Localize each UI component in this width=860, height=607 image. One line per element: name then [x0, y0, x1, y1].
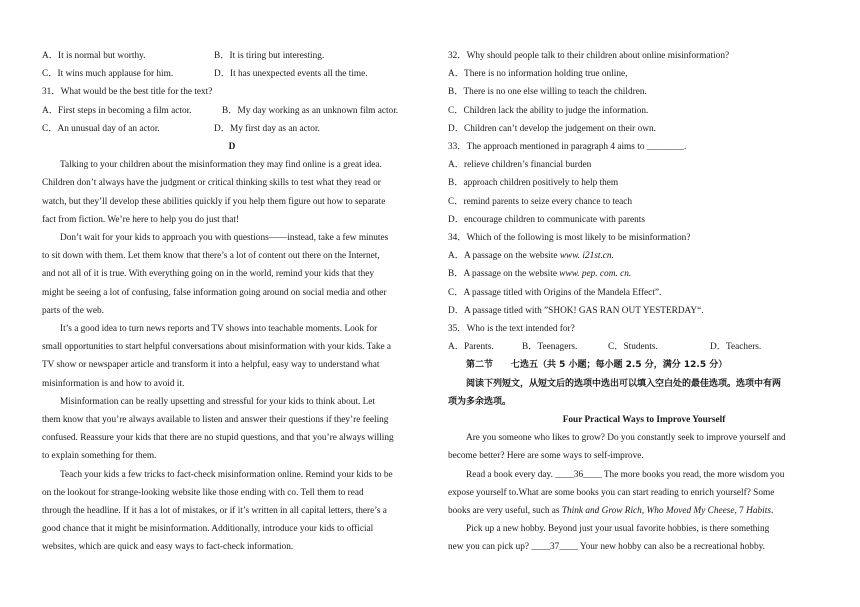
passage-line: Teach your kids a few tricks to fact-check misinformation online. Remind your kids to be [60, 469, 393, 480]
passage-line: through the headline. If it has a lot of mistakes, or if it’s written in all capital letters, there’s a [42, 506, 387, 517]
passage-line: new you can pick up? ____37____ Your new hobby can also be a recreational hobby. [448, 542, 765, 553]
passage-line: Misinformation can be really upsetting and stressful for your kids to think about. Let [60, 396, 375, 407]
passage-line: misinformation is and how to avoid it. [42, 378, 185, 389]
passage-line: confused. Reassure your kids that there are no stupid questions, and that you’re always willing [42, 433, 394, 444]
blank-36: ____36____ [555, 469, 602, 480]
passage-title: Four Practical Ways to Improve Yourself [562, 415, 726, 426]
book-title: Who Moved My Cheese [646, 506, 735, 517]
instruction-line: 阅读下列短文，从短文后的选项中选出可以填入空白处的最佳选项。选项中有两 [466, 378, 782, 389]
q32-option-a: A．There is no information holding true online, [448, 69, 628, 80]
passage-line: become better? Here are some ways to self-improve. [448, 451, 644, 462]
section-heading: D [228, 142, 236, 153]
q34-site-b: www. pep. com. cn. [559, 269, 632, 280]
q33-option-a: A．relieve children’s financial burden [448, 160, 592, 171]
q32-option-d: D．Children can’t develop the judgement on their own. [448, 123, 656, 134]
q35-option-d: D．Teachers. [710, 342, 762, 353]
left-column [42, 47, 422, 557]
q34-site-a: www. i21st.cn. [559, 251, 614, 262]
passage-line: small opportunities to start helpful conversations about misinformation with your kids. Take a [42, 342, 392, 353]
passage-line: them know that you’re always available to listen and answer their questions if they’re feeling [42, 415, 389, 426]
q31-stem: 31．What would be the best title for the text? [42, 87, 213, 98]
q30-option-d: D．It has unexpected events all the time. [214, 69, 368, 80]
passage-line: It’s a good idea to turn news reports and TV shows into teachable moments. Look for [60, 324, 378, 335]
q35-stem: 35．Who is the text intended for? [448, 324, 575, 335]
q33-option-c: C．remind parents to seize every chance to teach [448, 196, 633, 207]
q33-option-d: D．encourage children to communicate with parents [448, 214, 645, 225]
q34-option-c: C．A passage titled with Origins of the Mandela Effect”. [448, 287, 662, 298]
q32-stem: 32．Why should people talk to their children about online misinformation? [448, 51, 730, 61]
q35-option-a: A．Parents. [448, 342, 494, 353]
passage-line: watch, but they’ll develop these abilities quickly if you help them figure out how to separate [42, 196, 386, 207]
book-title: Think and Grow Rich [561, 506, 642, 517]
q35-option-c: C．Students. [608, 342, 658, 353]
passage-line: parts of the web. [42, 305, 104, 316]
passage-line: Pick up a new hobby. Beyond just your usual favorite hobbies, is there something [466, 524, 770, 535]
passage-line: good chance that it might be misinformation. Additionally, introduce your kids to official [42, 524, 374, 535]
book-title: Habits [746, 506, 771, 517]
q30-option-a: A．It is normal but worthy. [42, 51, 146, 61]
q34-option-d: D．A passage titled with ”SHOK! GAS RAN OUT YESTERDAY“. [448, 305, 704, 316]
passage-line: Are you someone who likes to grow? Do you constantly seek to improve yourself and [466, 433, 786, 444]
q30-option-b: B．It is tiring but interesting. [214, 51, 325, 61]
q32-option-c: C．Children lack the ability to judge the information. [448, 105, 649, 116]
blank-37: ____37____ [531, 542, 578, 553]
q34-option-b: B．A passage on the website www. pep. com. cn. [448, 269, 632, 280]
q33-option-b: B．approach children positively to help them [448, 178, 619, 189]
q33-stem: 33．The approach mentioned in paragraph 4 aims to ________. [448, 142, 687, 153]
q31-options-row-2 [42, 120, 422, 138]
passage-line: on the lookout for strange-looking website like those ending with co. Tell them to read [42, 487, 364, 498]
passage-line: books are very useful, such as Think and Grow Rich, Who Moved My Cheese, 7 Habits. [448, 506, 774, 517]
q32-option-b: B．There is no one else willing to teach the children. [448, 87, 647, 98]
passage-line: to explain something for them. [42, 451, 157, 462]
q34-option-a: A．A passage on the website www. i21st.cn. [448, 251, 614, 262]
q31-option-b: B．My day working as an unknown film actor. [222, 105, 399, 116]
passage-line: might be seeing a lot of confusing, false information going around on social media and other [42, 287, 387, 298]
passage-line: fact from fiction. We’re here to help you do just that! [42, 214, 240, 225]
q30-option-c: C．It wins much applause for him. [42, 69, 174, 80]
q34-stem: 34．Which of the following is most likely to be misinformation? [448, 233, 691, 244]
passage-line: to sit down with them. Let them know that there’s a lot of content out there on the Internet, [42, 251, 380, 262]
passage-line: Read a book every day. ____36____ The more books you read, the more wisdom you [466, 469, 785, 480]
q30-options-row-2 [42, 65, 422, 83]
q31-option-a: A．First steps in becoming a film actor. [42, 105, 192, 116]
q30-options-row-1 [42, 47, 422, 65]
passage-line: websites, which are quick and easy ways to fact-check information. [42, 542, 294, 553]
part-two-heading: 第二节 七选五（共 5 小题；每小题 2.5 分，满分 12.5 分） [466, 360, 728, 371]
instruction-line: 项为多余选项。 [448, 396, 512, 407]
passage-line: TV show or newspaper article and transform it into a helpful, easy way to understand what [42, 360, 380, 371]
q35-options [448, 338, 840, 356]
q31-option-d: D．My first day as an actor. [214, 123, 320, 134]
passage-line: and not all of it is true. With everything going on in the world, remind your kids that they [42, 269, 375, 280]
passage-line: Talking to your children about the misinformation they may find online is a great idea. [60, 160, 382, 171]
q31-option-c: C．An unusual day of an actor. [42, 123, 160, 134]
q31-options-row-1 [42, 102, 422, 120]
passage-line: Children don’t always have the judgment or critical thinking skills to test what they read or [42, 178, 381, 189]
passage-line: Don’t wait for your kids to approach you with questions——instead, take a few minutes [60, 233, 389, 244]
q35-option-b: B．Teenagers. [522, 342, 578, 353]
right-column [448, 47, 840, 557]
passage-line: expose yourself to.What are some books you can start reading to enrich yourself? Some [448, 487, 775, 498]
